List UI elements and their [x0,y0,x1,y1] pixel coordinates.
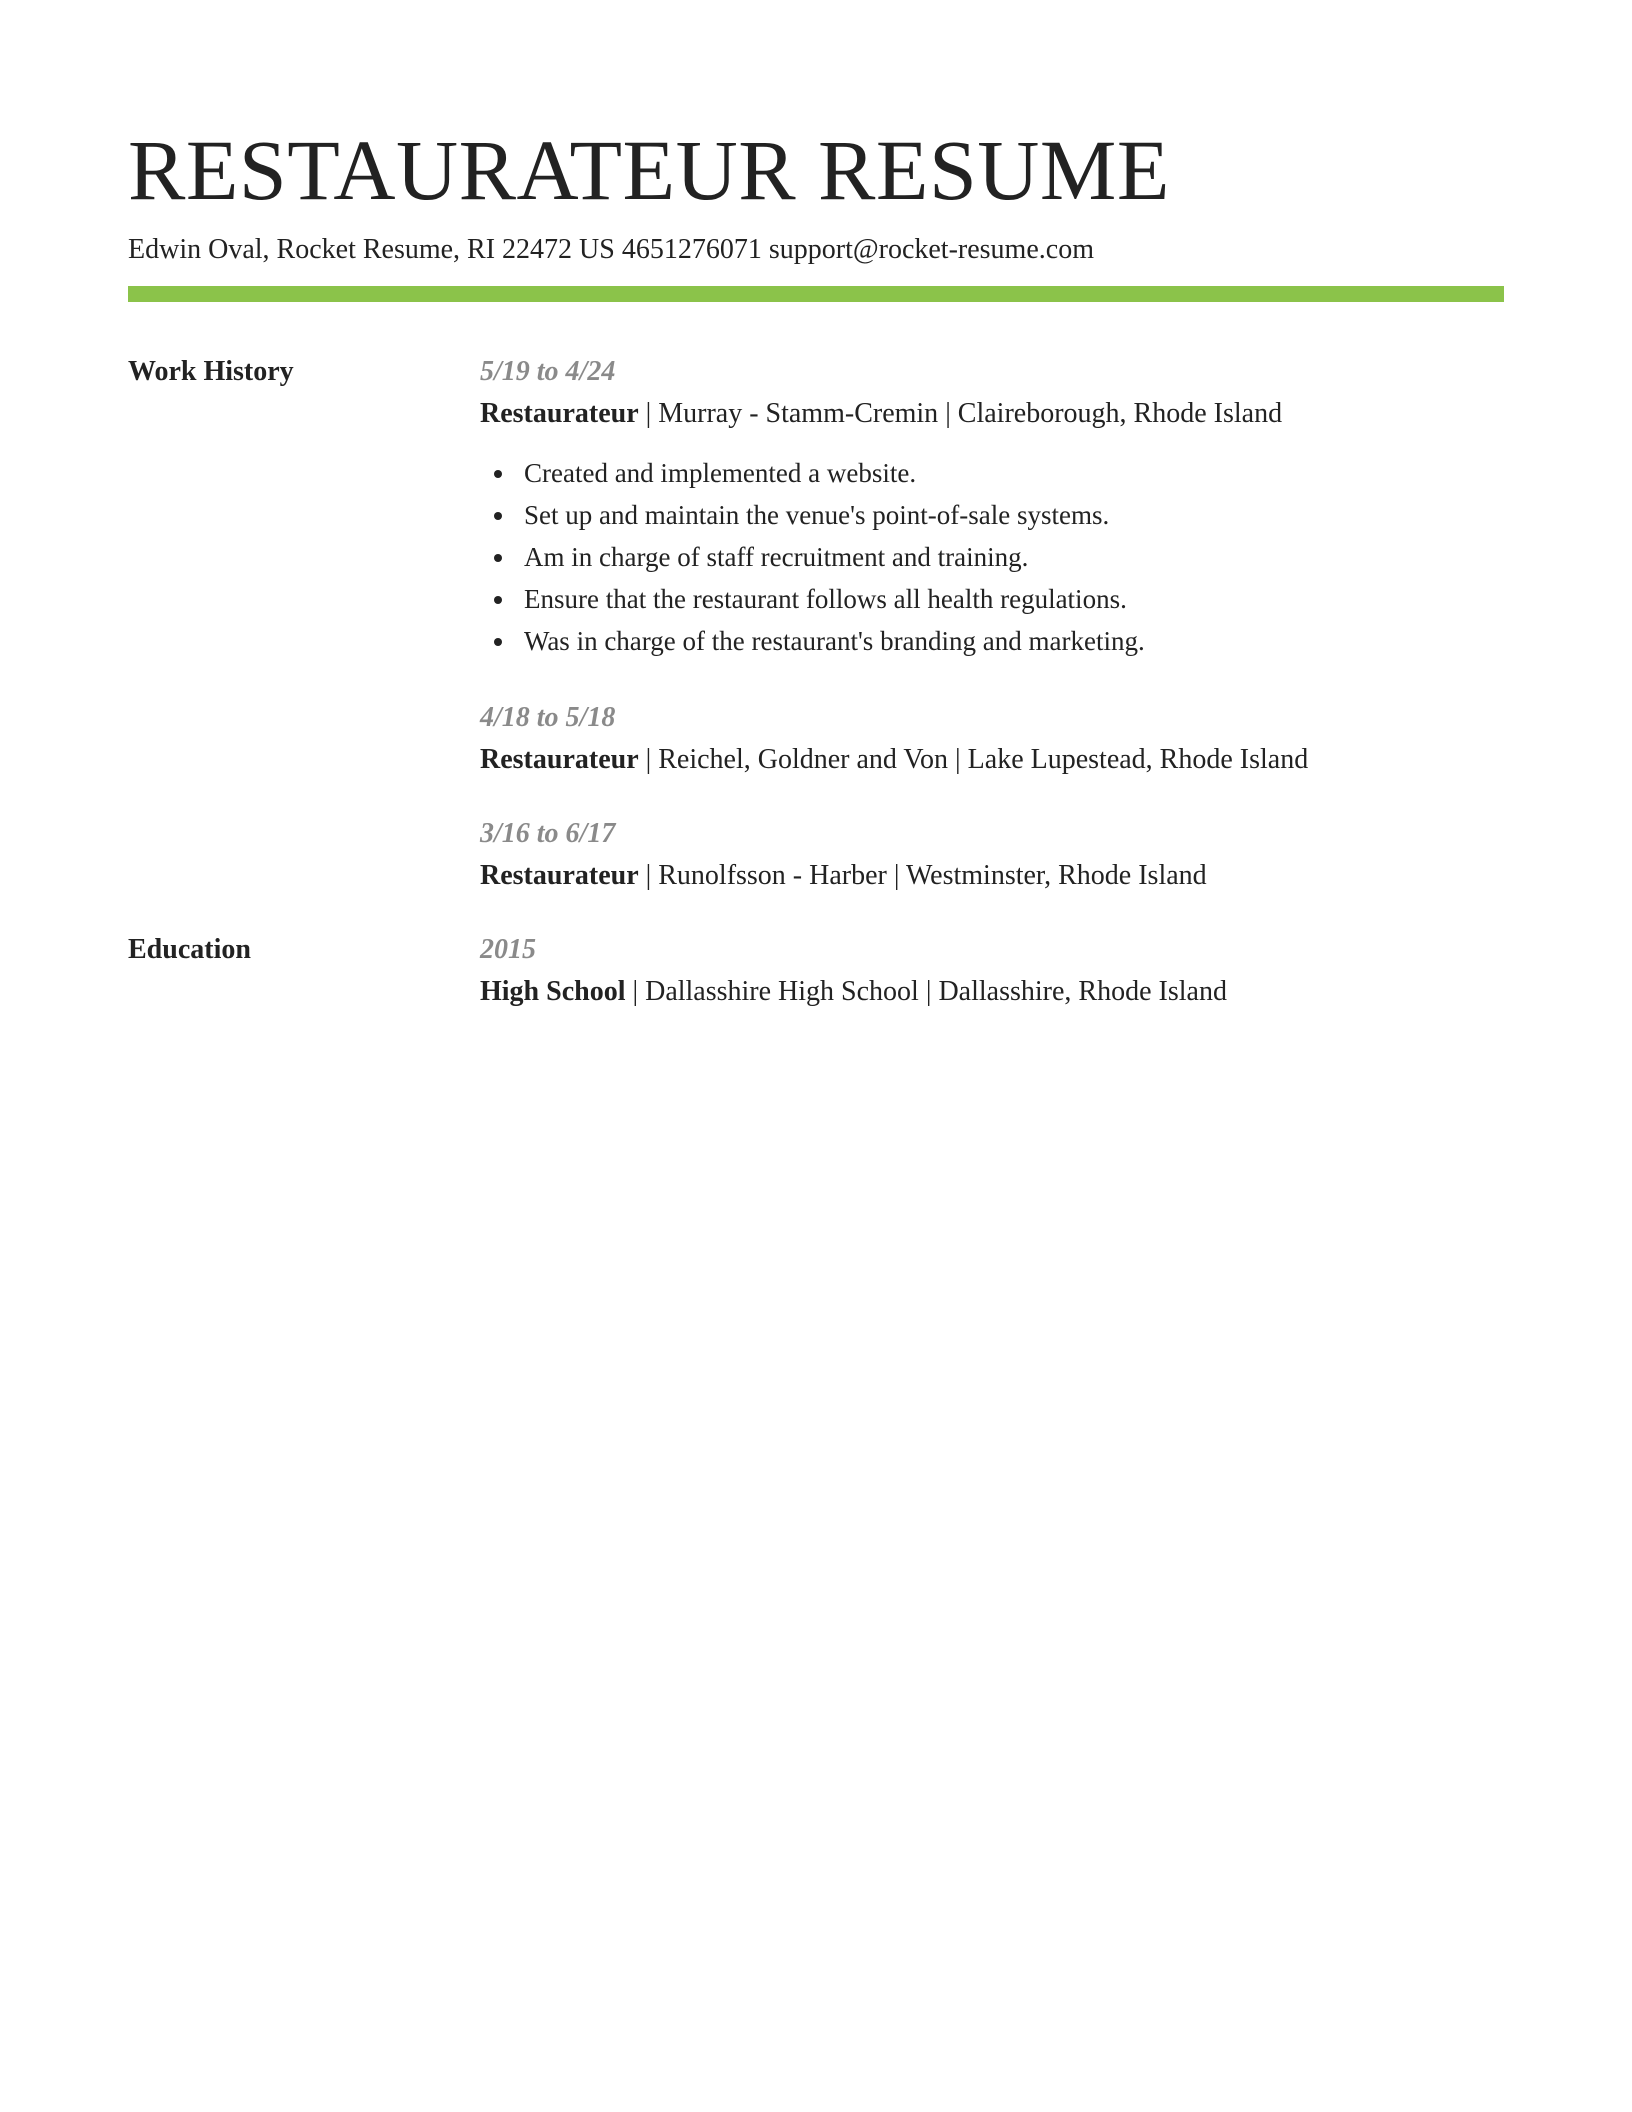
entry-date: 3/16 to 6/17 [480,818,616,849]
entry-role-line [480,396,1504,432]
entry-location: Lake Lupestead, Rhode Island [967,744,1309,775]
entry-date: 5/19 to 4/24 [480,356,616,387]
section-label-education: Education [128,934,251,965]
entry-separator: | [918,976,939,1007]
section-label-work-history: Work History [128,356,294,387]
resume-page [128,118,1504,1010]
entry-role-line [480,858,1504,894]
entry-separator: | [638,860,659,891]
bullet-dot-icon [494,596,502,604]
entry-location: Claireborough, Rhode Island [957,398,1283,429]
entry-separator: | [938,398,958,429]
bullet-dot-icon [494,554,502,562]
bullet-dot-icon [494,512,502,520]
entry-role: Restaurateur [480,860,639,891]
resume-title: RESTAURATEUR RESUME [128,122,1170,218]
list-item [480,620,1504,662]
entry-date: 4/18 to 5/18 [480,702,616,733]
entry-degree: High School [480,976,626,1007]
header-divider [128,286,1504,302]
bullet-text: Was in charge of the restaurant's branding and marketing. [524,626,1145,656]
list-item [480,536,1504,578]
list-item [480,494,1504,536]
entry-role-line [480,974,1504,1010]
entry-role: Restaurateur [480,398,639,429]
entry-location: Westminster, Rhode Island [905,860,1207,891]
entry-location: Dallasshire, Rhode Island [938,976,1227,1007]
education-section [128,932,1504,1010]
entry-separator: | [638,744,659,775]
list-item [480,578,1504,620]
bullet-text: Set up and maintain the venue's point-of-sale systems. [524,500,1110,530]
bullet-dot-icon [494,470,502,478]
bullet-text: Created and implemented a website. [524,458,917,488]
entry-company: Runolfsson - Harber [658,860,887,891]
work-entry [480,816,1504,894]
education-entries [480,932,1504,1010]
entry-company: Reichel, Goldner and Von [658,744,949,775]
entry-company: Murray - Stamm-Cremin [658,398,939,429]
entry-separator: | [625,976,646,1007]
list-item [480,452,1504,494]
work-history-entries [480,354,1504,894]
entry-role: Restaurateur [480,744,639,775]
work-entry [480,354,1504,662]
work-entry [480,700,1504,778]
entry-separator: | [638,398,659,429]
bullet-text: Am in charge of staff recruitment and training. [524,542,1029,572]
entry-school: Dallasshire High School [645,976,919,1007]
entry-bullets [480,452,1504,662]
education-entry [480,932,1504,1010]
entry-date: 2015 [480,934,536,965]
bullet-text: Ensure that the restaurant follows all health regulations. [524,584,1127,614]
entry-separator: | [886,860,906,891]
work-history-section [128,354,1504,894]
contact-line: Edwin Oval, Rocket Resume, RI 22472 US 4651276071 support@rocket-resume.com [128,234,1094,265]
entry-separator: | [948,744,968,775]
entry-role-line [480,742,1504,778]
bullet-dot-icon [494,638,502,646]
